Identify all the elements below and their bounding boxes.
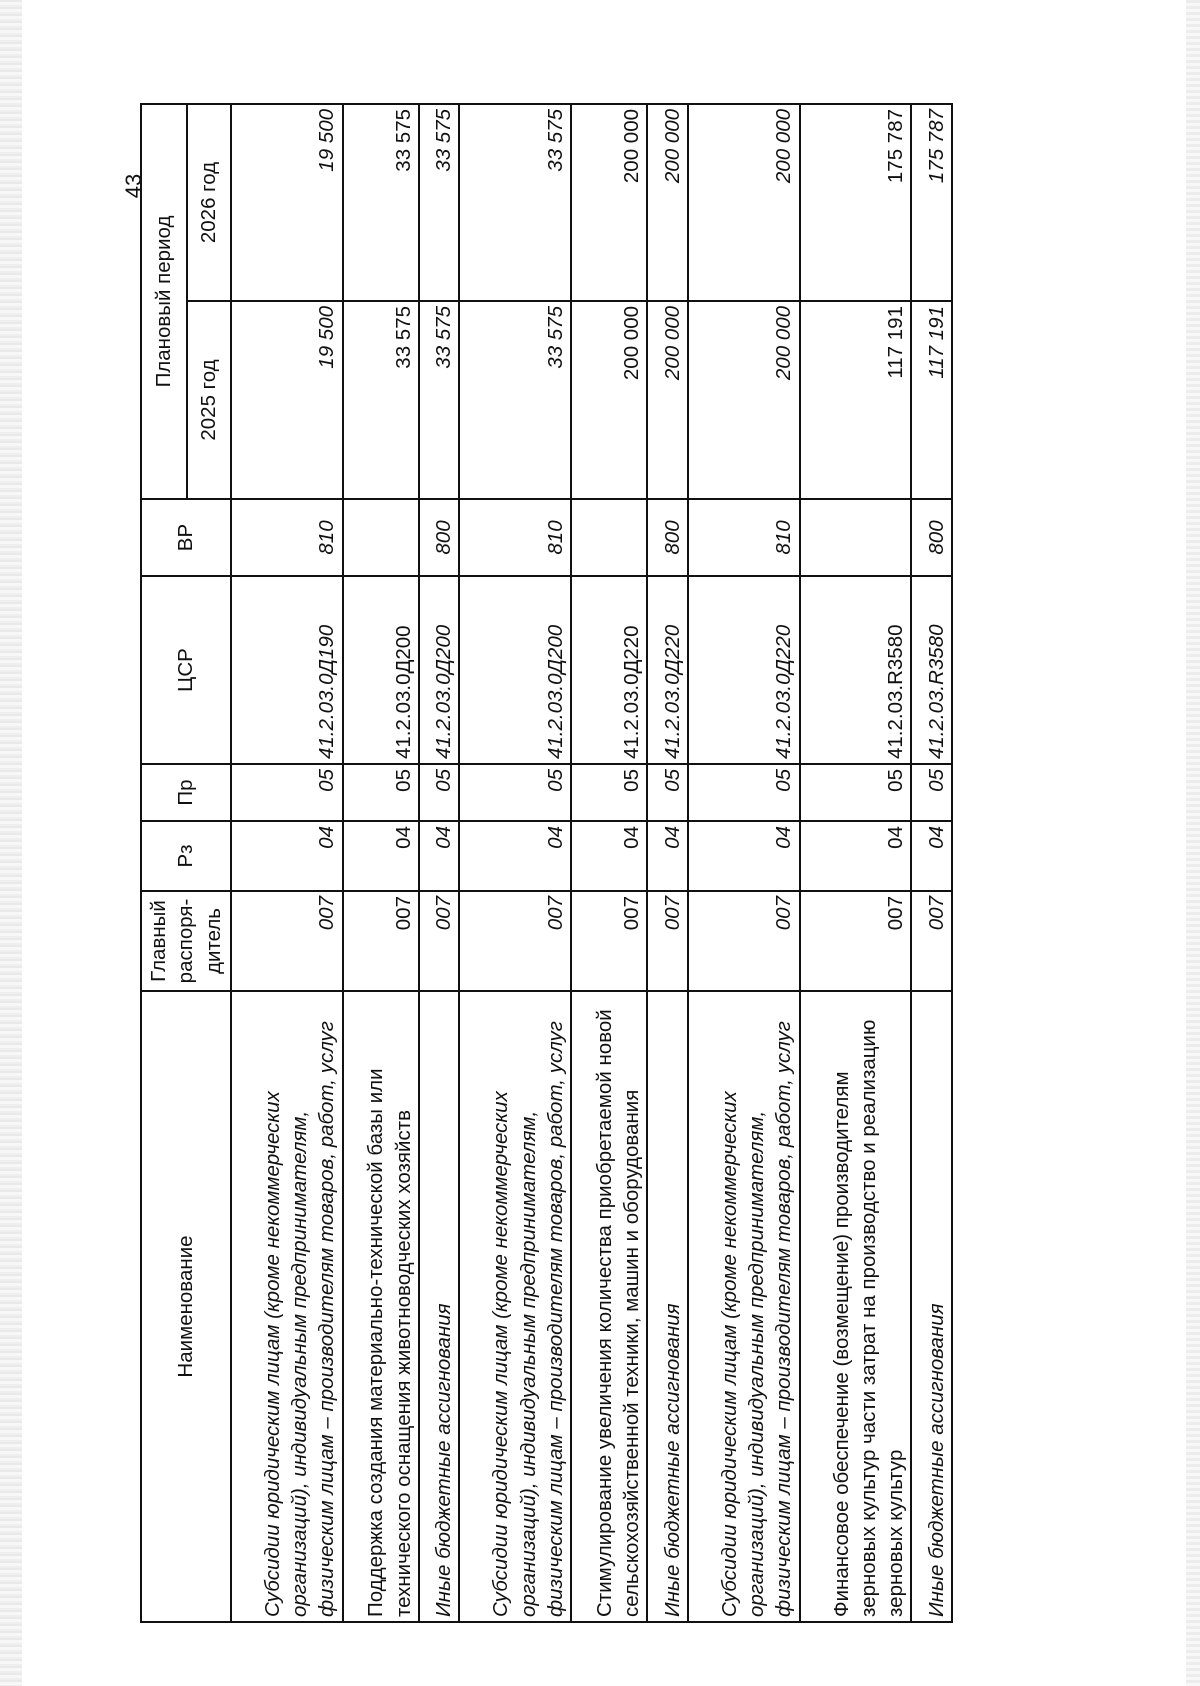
cell-name: Иные бюджетные ассигнования [911,991,952,1622]
cell-manager: 007 [343,891,419,991]
cell-csr: 41.2.03.0Д200 [459,576,571,764]
header-csr: ЦСР [141,576,231,764]
cell-vr: 800 [911,499,952,576]
cell-vr: 800 [419,499,460,576]
cell-2025: 200 000 [571,301,647,499]
cell-csr: 41.2.03.0Д220 [647,576,688,764]
cell-name: Субсидии юридическим лицам (кроме некоммерческих организаций), индивидуальным предпринимателям, физическим лицам – производителям товаров, работ, услуг [688,991,800,1622]
cell-manager: 007 [231,891,343,991]
table-row [647,104,688,1622]
table-row [231,104,343,1622]
cell-pr: 05 [343,764,419,821]
table-row [419,104,460,1622]
cell-rz: 04 [459,821,571,891]
cell-name: Субсидии юридическим лицам (кроме некоммерческих организаций), индивидуальным предпринимателям, физическим лицам – производителям товаров, работ, услуг [459,991,571,1622]
table-row [800,104,912,1622]
cell-rz: 04 [911,821,952,891]
cell-2025: 33 575 [459,301,571,499]
header-pr: Пр [141,764,231,821]
cell-vr: 810 [688,499,800,576]
table-row [911,104,952,1622]
cell-2026: 200 000 [688,104,800,301]
cell-csr: 41.2.03.0Д200 [343,576,419,764]
cell-vr [800,499,912,576]
cell-csr: 41.2.03.0Д190 [231,576,343,764]
cell-name: Финансовое обеспечение (возмещение) производителям зерновых культур части затрат на производство и реализацию зерновых культур [800,991,912,1622]
cell-pr: 05 [231,764,343,821]
table-body [231,104,952,1622]
scan-left-edge [0,0,22,1686]
cell-csr: 41.2.03.0Д220 [571,576,647,764]
budget-table [140,103,953,1623]
cell-2025: 33 575 [419,301,460,499]
cell-2026: 175 787 [911,104,952,301]
page-number: 43 [121,173,146,199]
header-name: Наименование [141,991,231,1622]
header-year-2026: 2026 год [187,104,231,301]
cell-2025: 200 000 [647,301,688,499]
cell-2026: 33 575 [343,104,419,301]
cell-2026: 33 575 [459,104,571,301]
cell-manager: 007 [911,891,952,991]
cell-csr: 41.2.03.0Д220 [688,576,800,764]
cell-pr: 05 [647,764,688,821]
cell-name: Стимулирование увеличения количества приобретаемой новой сельскохозяйственной техники, машин и оборудования [571,991,647,1622]
cell-vr: 810 [231,499,343,576]
cell-csr: 41.2.03.R3580 [800,576,912,764]
header-vr: ВР [141,499,231,576]
table-row [459,104,571,1622]
cell-name: Поддержка создания материально-технической базы или технического оснащения животноводческих хозяйств [343,991,419,1622]
cell-2025: 19 500 [231,301,343,499]
cell-2026: 175 787 [800,104,912,301]
cell-manager: 007 [459,891,571,991]
scan-right-edge [1186,0,1200,1686]
table-row [688,104,800,1622]
cell-manager: 007 [647,891,688,991]
cell-2025: 117 191 [911,301,952,499]
cell-2026: 200 000 [571,104,647,301]
cell-rz: 04 [647,821,688,891]
cell-rz: 04 [231,821,343,891]
table-row [571,104,647,1622]
cell-name: Иные бюджетные ассигнования [647,991,688,1622]
cell-rz: 04 [688,821,800,891]
cell-rz: 04 [800,821,912,891]
cell-rz: 04 [419,821,460,891]
cell-pr: 05 [688,764,800,821]
cell-rz: 04 [343,821,419,891]
cell-name: Иные бюджетные ассигнования [419,991,460,1622]
cell-pr: 05 [419,764,460,821]
cell-pr: 05 [571,764,647,821]
cell-2025: 33 575 [343,301,419,499]
cell-2025: 200 000 [688,301,800,499]
header-manager: Главный распоря-дитель [141,891,231,991]
cell-manager: 007 [800,891,912,991]
header-planned-period: Плановый период [141,104,187,499]
table-row [343,104,419,1622]
cell-2026: 33 575 [419,104,460,301]
cell-pr: 05 [911,764,952,821]
header-year-2025: 2025 год [187,301,231,499]
cell-manager: 007 [688,891,800,991]
cell-2025: 117 191 [800,301,912,499]
cell-manager: 007 [419,891,460,991]
cell-vr [343,499,419,576]
cell-rz: 04 [571,821,647,891]
cell-csr: 41.2.03.R3580 [911,576,952,764]
cell-2026: 200 000 [647,104,688,301]
cell-pr: 05 [459,764,571,821]
cell-vr [571,499,647,576]
cell-csr: 41.2.03.0Д200 [419,576,460,764]
header-rz: Рз [141,821,231,891]
cell-vr: 800 [647,499,688,576]
cell-vr: 810 [459,499,571,576]
cell-2026: 19 500 [231,104,343,301]
budget-table-rotated [140,105,953,1623]
cell-pr: 05 [800,764,912,821]
cell-name: Субсидии юридическим лицам (кроме некоммерческих организаций), индивидуальным предпринимателям, физическим лицам – производителям товаров, работ, услуг [231,991,343,1622]
cell-manager: 007 [571,891,647,991]
